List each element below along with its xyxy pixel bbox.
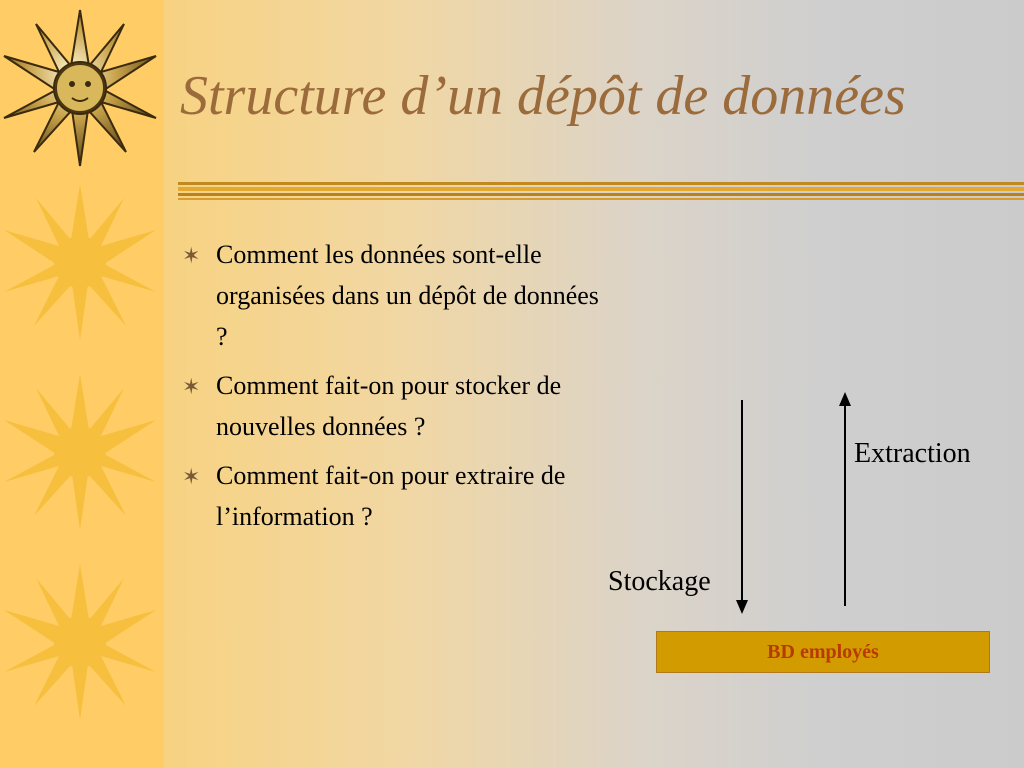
database-box: [656, 631, 990, 673]
bullet-text: Comment fait-on pour stocker de nouvelles données ?: [216, 371, 562, 441]
star-bullet-icon: ✶: [182, 464, 201, 489]
down-arrow-icon: [736, 600, 748, 614]
database-label: BD employés: [767, 640, 879, 663]
slide-title: Structure d’un dépôt de données: [180, 65, 906, 127]
star-bullet-icon: ✶: [182, 374, 201, 399]
star-bullet-icon: ✶: [182, 243, 201, 268]
bullet-text: Comment les données sont-elle organisées dans un dépôt de données ?: [216, 240, 599, 351]
extraction-label: Extraction: [854, 438, 971, 469]
stockage-label: Stockage: [608, 566, 711, 597]
bullet-text: Comment fait-on pour extraire de l’information ?: [216, 461, 566, 531]
up-arrow-icon: [839, 392, 851, 406]
